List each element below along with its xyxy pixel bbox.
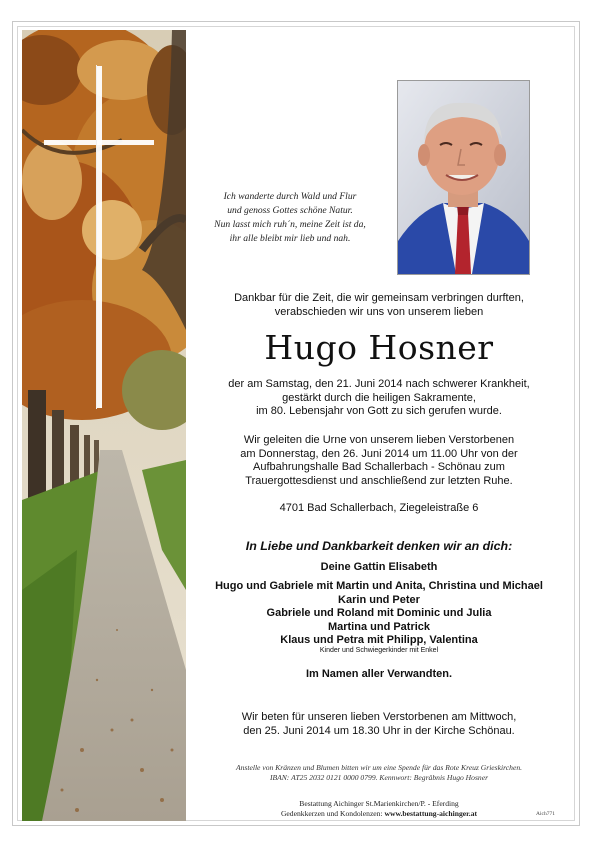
spouse: Deine Gattin Elisabeth: [320, 561, 438, 573]
family-line: Hugo und Gabriele mit Martin und Anita, Christina und Michael: [215, 580, 543, 592]
death-notice: [190, 378, 568, 419]
ceremony-notice: [190, 434, 568, 488]
ceremony-line: Aufbahrungshalle Bad Schallerbach - Schönau zum: [253, 461, 505, 473]
intro-line: Dankbar für die Zeit, die wir gemeinsam verbringen durften,: [234, 292, 524, 304]
poem: [190, 190, 390, 246]
donation-note: [190, 763, 568, 783]
autumn-path-photo: [22, 30, 186, 821]
family-list: [190, 580, 568, 648]
condolence-prefix: Gedenkkerzen und Kondolenzen:: [280, 809, 385, 818]
print-code: Aich771: [536, 811, 555, 817]
intro-text: [190, 292, 568, 319]
mourners-heading: In Liebe und Dankbarkeit denken wir an dich:: [245, 539, 513, 553]
family-line: Martina und Patrick: [327, 620, 431, 633]
grandchildren-note: Kinder und Schwiegerkinder mit Enkel: [319, 647, 439, 654]
donation-line: IBAN: AT25 2032 0121 0000 0799. Kennwort: Begräbnis Hugo Hosner: [269, 773, 489, 782]
ceremony-line: am Donnerstag, den 26. Juni 2014 um 11.00 Uhr von der: [240, 447, 518, 460]
death-line: im 80. Lebensjahr von Gott zu sich gerufen wurde.: [256, 405, 502, 417]
poem-line: Nun lasst mich ruh´n, meine Zeit ist da,: [214, 219, 366, 230]
deceased-portrait: [397, 80, 530, 275]
family-line: Gabriele und Roland mit Dominic und Julia: [266, 607, 492, 619]
prayer-line: den 25. Juni 2014 um 18.30 Uhr in der Kirche Schönau.: [243, 724, 515, 737]
poem-line: ihr alle bleibt mir lieb und nah.: [229, 233, 351, 244]
closing-line: Im Namen aller Verwandten.: [305, 668, 453, 680]
address: 4701 Bad Schallerbach, Ziegeleistraße 6: [279, 502, 479, 514]
prayer-notice: [190, 711, 568, 738]
ceremony-line: Wir geleiten die Urne von unserem lieben Verstorbenen: [243, 434, 515, 446]
ceremony-line: Trauergottesdienst und anschließend zur letzten Ruhe.: [245, 474, 513, 487]
autumn-path-illustration: [22, 30, 186, 821]
death-line: der am Samstag, den 21. Juni 2014 nach schwerer Krankheit,: [228, 378, 530, 390]
poem-line: Ich wanderte durch Wald und Flur: [223, 191, 357, 202]
prayer-line: Wir beten für unseren lieben Verstorbenen am Mittwoch,: [241, 711, 517, 723]
funeral-home-info: [190, 799, 568, 819]
poem-line: und genoss Gottes schöne Natur.: [227, 205, 353, 216]
donation-line: Anstelle von Kränzen und Blumen bitten wir um eine Spende für das Rote Kreuz Grieskirchen.: [235, 763, 523, 772]
death-line: gestärkt durch die heiligen Sakramente,: [282, 391, 476, 404]
portrait-illustration: [398, 81, 529, 274]
website-link[interactable]: www.bestattung-aichinger.at: [384, 809, 478, 818]
condolence-line: [190, 809, 568, 819]
family-line: Klaus und Petra mit Philipp, Valentina: [280, 634, 478, 646]
intro-line: verabschieden wir uns von unserem lieben: [274, 305, 484, 318]
funeral-home-name: Bestattung Aichinger St.Marienkirchen/P. - Eferding: [299, 799, 459, 808]
family-line: Karin und Peter: [338, 593, 420, 606]
deceased-name: Hugo Hosner: [264, 328, 494, 367]
